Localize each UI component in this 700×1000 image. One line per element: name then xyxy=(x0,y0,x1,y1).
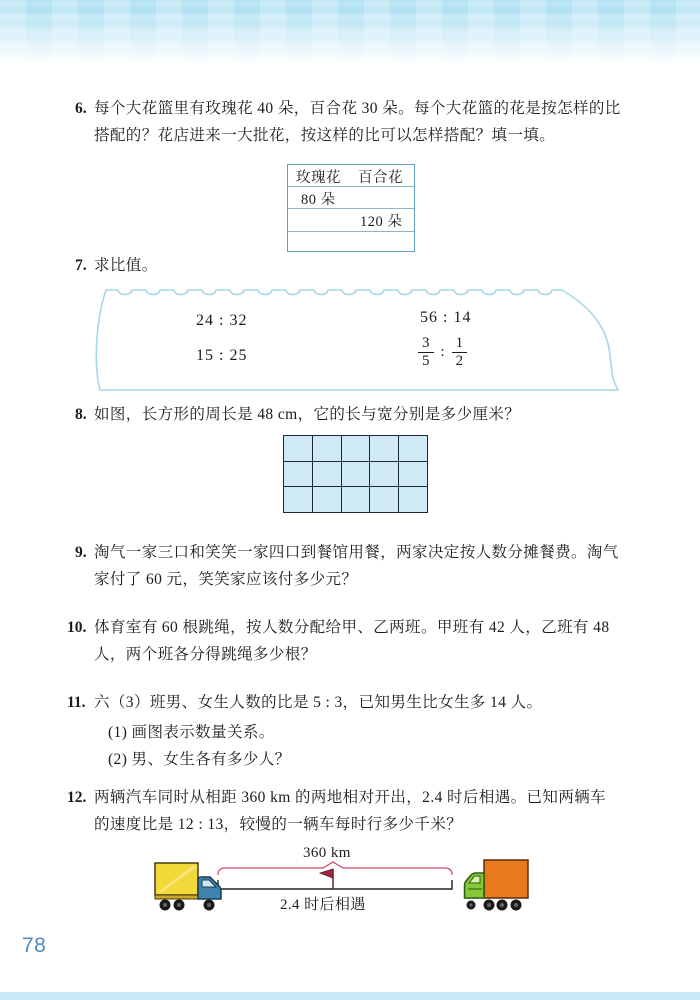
distance-line-diagram xyxy=(215,861,455,893)
problem-11-number: 11. xyxy=(67,694,86,711)
table-header-row xyxy=(288,165,414,187)
flag-icon xyxy=(320,869,333,889)
problem-9-number: 9. xyxy=(75,544,87,561)
page-number: 78 xyxy=(22,934,47,957)
problem-6-line-1: 每个大花篮里有玫瑰花 40 朵，百合花 30 朵。每个大花篮的花是按怎样的比 xyxy=(94,100,621,117)
problem-8-line: 如图，长方形的周长是 48 cm，它的长与宽分别是多少厘米？ xyxy=(94,406,521,423)
brace xyxy=(218,862,452,875)
problem-12-line-2: 的速度比是 12 : 13，较慢的一辆车每时行多少千米？ xyxy=(94,816,463,833)
problem-10-number: 10. xyxy=(67,619,87,636)
problem-9-line-2: 家付了 60 元，笑笑家应该付多少元？ xyxy=(94,571,358,588)
fraction-three-fifths: $\frac{3}{5}$ xyxy=(418,336,434,369)
problem-10-line-2: 人，两个班各分得跳绳多少根？ xyxy=(94,646,317,663)
header-lilies: 百合花 xyxy=(358,170,403,186)
rectangle-grid-figure xyxy=(283,435,428,513)
truck-yellow-illustration xyxy=(152,858,224,914)
ratio-4-fractions xyxy=(418,336,467,369)
problem-11-line: 六（3）班男、女生人数的比是 5 : 3，已知男生比女生多 14 人。 xyxy=(94,694,543,711)
ratio-1: 24 : 32 xyxy=(196,312,248,329)
ratio-3: 15 : 25 xyxy=(196,347,248,364)
truck-orange-illustration xyxy=(462,856,530,914)
problem-9-line-1: 淘气一家三口和笑笑一家四口到餐馆用餐，两家决定按人数分摊餐费。淘气 xyxy=(94,544,619,561)
top-gradient-band xyxy=(0,0,700,64)
distance-label: 360 km xyxy=(303,845,351,861)
header-roses: 玫瑰花 xyxy=(296,170,341,186)
flower-ratio-table xyxy=(287,164,415,252)
problem-11-sub-1: (1) 画图表示数量关系。 xyxy=(108,724,275,741)
ratio-colon: : xyxy=(440,344,445,360)
table-row xyxy=(288,187,414,209)
problem-12-number: 12. xyxy=(67,789,87,806)
ratio-2: 56 : 14 xyxy=(420,309,472,326)
table-row xyxy=(288,209,414,231)
meet-time-label: 2.4 时后相遇 xyxy=(280,897,366,913)
bottom-blue-band xyxy=(0,992,700,1000)
lilies-count-cell: 120 朵 xyxy=(360,214,403,231)
fraction-one-half: $\frac{1}{2}$ xyxy=(452,336,468,369)
scalloped-banner xyxy=(90,283,622,395)
problem-11-sub-2: (2) 男、女生各有多少人？ xyxy=(108,751,291,768)
problem-7-number: 7. xyxy=(75,257,87,274)
roses-count-cell: 80 朵 xyxy=(301,192,336,209)
problem-10-line-1: 体育室有 60 根跳绳，按人数分配给甲、乙两班。甲班有 42 人，乙班有 48 xyxy=(94,619,610,636)
problem-7-title: 求比值。 xyxy=(94,257,158,274)
table-empty-row xyxy=(288,232,414,253)
problem-6-line-2: 搭配的？花店进来一大批花，按这样的比可以怎样搭配？填一填。 xyxy=(94,127,556,144)
problem-6-number: 6. xyxy=(75,100,87,117)
segment-line xyxy=(218,880,452,889)
problem-12-line-1: 两辆汽车同时从相距 360 km 的两地相对开出，2.4 时后相遇。已知两辆车 xyxy=(94,789,607,806)
problem-8-number: 8. xyxy=(75,406,87,423)
